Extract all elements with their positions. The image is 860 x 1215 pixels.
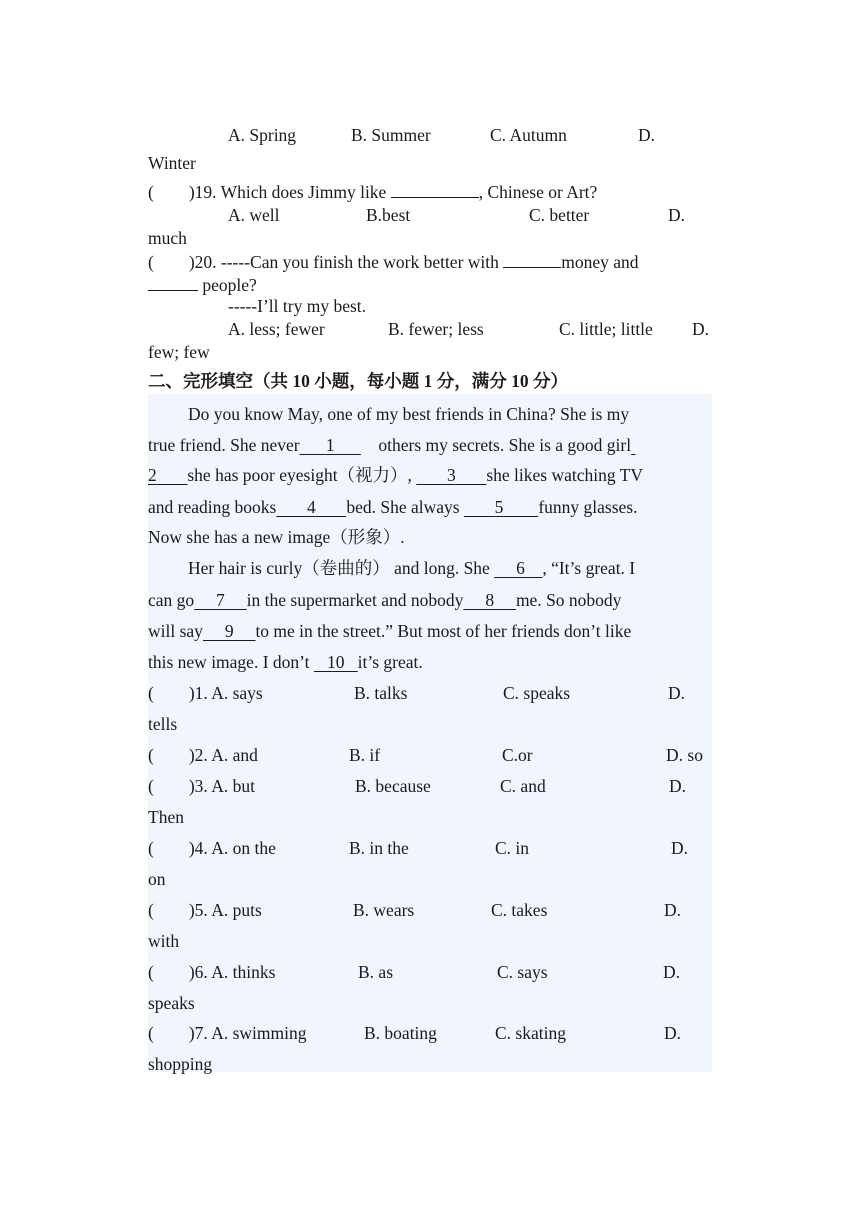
blank-line: [148, 273, 198, 291]
cloze-q5-option-c: C. takes: [491, 900, 548, 920]
blank-1: 1: [325, 435, 335, 455]
q18-option-d: D.: [638, 125, 656, 145]
q18-option-c: C. Autumn: [490, 125, 567, 145]
passage-line: and reading books 4 bed. She always 5 funny glasses.: [148, 497, 638, 517]
q20-option-a: A. less; fewer: [228, 319, 325, 339]
q20-option-c: C. little; little: [559, 319, 653, 339]
q19-option-b: B.best: [366, 205, 411, 225]
cloze-q3-option-c: C. and: [500, 776, 546, 796]
blank-7: 7: [216, 590, 225, 610]
answer-bracket: ( ): [148, 962, 195, 982]
q20-option-b: B. fewer; less: [388, 319, 484, 339]
cloze-q7-line: ( )7. A. swimming: [148, 1023, 307, 1043]
q20-option-d: D.: [692, 319, 710, 339]
cloze-q4-option-b: B. in the: [349, 838, 409, 858]
blank-6: 6: [516, 558, 525, 578]
cloze-q5-line: ( )5. A. puts: [148, 900, 262, 920]
question-19-stem: ( )19. Which does Jimmy like , Chinese or Art?: [148, 182, 598, 202]
blank-2: 2: [148, 465, 157, 485]
passage-line: will say 9 to me in the street.” But most of her friends don’t like: [148, 621, 632, 641]
cloze-q2-line: ( )2. A. and: [148, 745, 258, 765]
cloze-q2-option-d: D. so: [666, 745, 703, 765]
cloze-q6-option-d-text: speaks: [148, 993, 195, 1013]
question-20-stem: ( )20. -----Can you finish the work better with money and: [148, 252, 639, 272]
blank-4: 4: [306, 497, 316, 517]
cloze-q2-option-b: B. if: [349, 745, 381, 765]
passage-line: Do you know May, one of my best friends in China? She is my: [188, 404, 630, 424]
q19-option-c: C. better: [529, 205, 590, 225]
passage-line: 2 she has poor eyesight（视力）, 3 she likes watching TV: [148, 465, 643, 485]
cloze-q5-option-d: D.: [664, 900, 682, 920]
blank-9: 9: [224, 621, 234, 641]
cloze-q1-option-b: B. talks: [354, 683, 408, 703]
q19-option-d-text: much: [148, 228, 187, 248]
cloze-q6-option-d: D.: [663, 962, 681, 982]
cloze-q4-option-d-text: on: [148, 869, 166, 889]
answer-bracket: ( ): [148, 900, 195, 920]
cloze-q1-option-c: C. speaks: [503, 683, 571, 703]
cloze-q7-option-d-text: shopping: [148, 1054, 213, 1074]
cloze-q1-option-d: D.: [668, 683, 686, 703]
q20-option-d-text: few; few: [148, 342, 210, 362]
cloze-q7-option-c: C. skating: [495, 1023, 566, 1043]
q19-option-a: A. well: [228, 205, 280, 225]
passage-line: can go 7 in the supermarket and nobody 8 me. So nobody: [148, 590, 622, 610]
passage-line: Her hair is curly（卷曲的） and long. She 6 , “It’s great. I: [188, 558, 636, 578]
blank-line: [391, 180, 479, 198]
cloze-q1-line: ( )1. A. says: [148, 683, 263, 703]
blank-5: 5: [494, 497, 504, 517]
passage-line: Now she has a new image（形象）.: [148, 527, 405, 547]
q19-option-d: D.: [668, 205, 686, 225]
cloze-q6-option-c: C. says: [497, 962, 548, 982]
cloze-q6-line: ( )6. A. thinks: [148, 962, 276, 982]
question-20-stem-cont: people?: [148, 273, 257, 296]
answer-bracket: ( ): [148, 1023, 195, 1043]
cloze-q4-option-d: D.: [671, 838, 689, 858]
answer-bracket: ( ): [148, 745, 195, 765]
q18-option-a: A. Spring: [228, 125, 297, 145]
passage-line: true friend. She never 1 others my secrets. She is a good girl: [148, 434, 635, 456]
question-20-reply: -----I’ll try my best.: [228, 296, 367, 316]
answer-bracket: ( ): [148, 683, 195, 703]
cloze-q4-option-c: C. in: [495, 838, 530, 858]
cloze-q2-option-c: C.or: [502, 745, 533, 765]
cloze-q3-option-b: B. because: [355, 776, 431, 796]
cloze-q5-option-d-text: with: [148, 931, 180, 951]
answer-bracket: ( ): [148, 182, 195, 202]
passage-line: this new image. I don’t 10 it’s great.: [148, 652, 423, 672]
cloze-q1-option-d-text: tells: [148, 714, 178, 734]
cloze-q6-option-b: B. as: [358, 962, 393, 982]
answer-bracket: ( ): [148, 776, 195, 796]
cloze-q7-option-b: B. boating: [364, 1023, 437, 1043]
blank-3: 3: [446, 465, 456, 485]
answer-bracket: ( ): [148, 838, 195, 858]
blank-2-start: [631, 435, 635, 455]
blank-10: 10: [327, 652, 345, 672]
cloze-q5-option-b: B. wears: [353, 900, 415, 920]
section-2-heading: 二、完形填空（共 10 小题，每小题 1 分，满分 10 分）: [148, 371, 568, 391]
cloze-q3-line: ( )3. A. but: [148, 776, 255, 796]
cloze-q7-option-d: D.: [664, 1023, 682, 1043]
q18-option-d-text: Winter: [148, 153, 196, 173]
answer-bracket: ( ): [148, 252, 195, 272]
q18-option-b: B. Summer: [351, 125, 431, 145]
cloze-q4-line: ( )4. A. on the: [148, 838, 276, 858]
blank-8: 8: [485, 590, 495, 610]
cloze-q3-option-d-text: Then: [148, 807, 184, 827]
cloze-q3-option-d: D.: [669, 776, 687, 796]
blank-line: [503, 250, 561, 268]
